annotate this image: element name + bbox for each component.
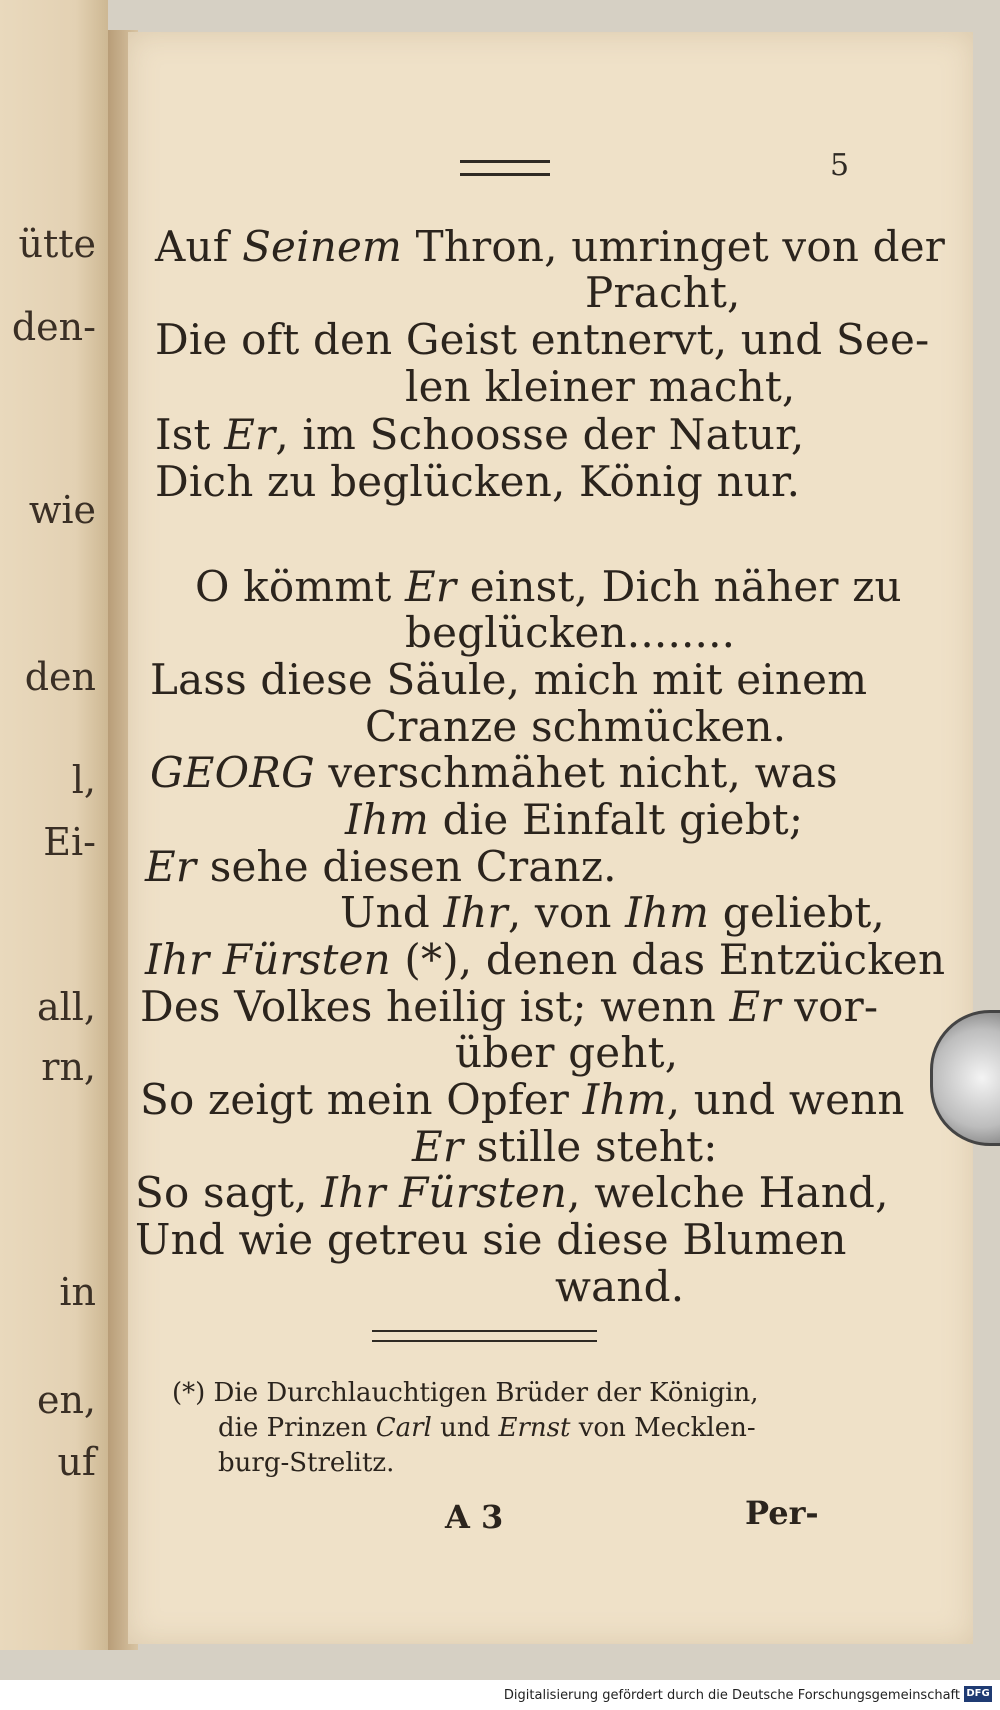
footnote-rule [372, 1330, 597, 1342]
dfg-logo: DFG [964, 1686, 992, 1702]
verse-line: beglücken........ [405, 608, 736, 657]
left-fragment: rn, [41, 1045, 96, 1089]
left-fragment: l, [71, 758, 96, 802]
left-fragment: en, [36, 1378, 96, 1422]
left-fragment: uf [57, 1440, 96, 1484]
page-number: 5 [830, 148, 850, 183]
verse-line: Ihr Fürsten (*), denen das Entzücken [145, 935, 946, 984]
verse-line: Lass diese Säule, mich mit einem [150, 655, 868, 704]
verse-line: Er sehe diesen Cranz. [145, 842, 617, 891]
footnote-line: (*) Die Durchlauchtigen Brüder der Königin, [172, 1378, 759, 1408]
verse-line: Und wie getreu sie diese Blumen [135, 1215, 847, 1264]
left-page-edge [0, 0, 108, 1650]
verse-line: Des Volkes heilig ist; wenn Er vor- [140, 982, 879, 1031]
left-fragment: ütte [18, 222, 96, 266]
verse-line: So zeigt mein Opfer Ihm, und wenn [140, 1075, 905, 1124]
footnote-line: die Prinzen Carl und Ernst von Mecklen- [218, 1413, 756, 1443]
verse-line: So sagt, Ihr Fürsten, welche Hand, [135, 1168, 889, 1217]
header-rule [460, 160, 550, 176]
catchword: Per- [745, 1494, 819, 1532]
verse-line: O kömmt Er einst, Dich näher zu [195, 562, 902, 611]
verse-line: Cranze schmücken. [365, 702, 787, 751]
left-fragment: all, [36, 985, 96, 1029]
left-fragment: in [59, 1270, 96, 1314]
verse-line: GEORG verschmähet nicht, was [150, 748, 838, 797]
left-fragment: den [24, 655, 96, 699]
verse-line: Er stille steht: [412, 1122, 718, 1171]
left-fragment: Ei- [43, 820, 96, 864]
verse-line: Pracht, [585, 268, 741, 317]
left-fragment: den- [11, 305, 96, 349]
verse-line: Ihm die Einfalt giebt; [345, 795, 804, 844]
verse-line: Dich zu beglücken, König nur. [155, 457, 801, 506]
footnote-line: burg-Strelitz. [218, 1448, 395, 1478]
signature-mark: A 3 [445, 1498, 504, 1536]
verse-line: Auf Seinem Thron, umringet von der [155, 222, 946, 271]
left-fragment: wie [28, 488, 96, 532]
verse-line: Und Ihr, von Ihm geliebt, [340, 888, 885, 937]
verse-line: Die oft den Geist entnervt, und See- [155, 315, 930, 364]
verse-line: len kleiner macht, [405, 362, 796, 411]
verse-line: über geht, [455, 1028, 679, 1077]
verse-line: wand. [555, 1262, 685, 1311]
funding-credit: Digitalisierung gefördert durch die Deutsche Forschungsgemeinschaft [503, 1688, 960, 1703]
verse-line: Ist Er, im Schoosse der Natur, [155, 410, 805, 459]
